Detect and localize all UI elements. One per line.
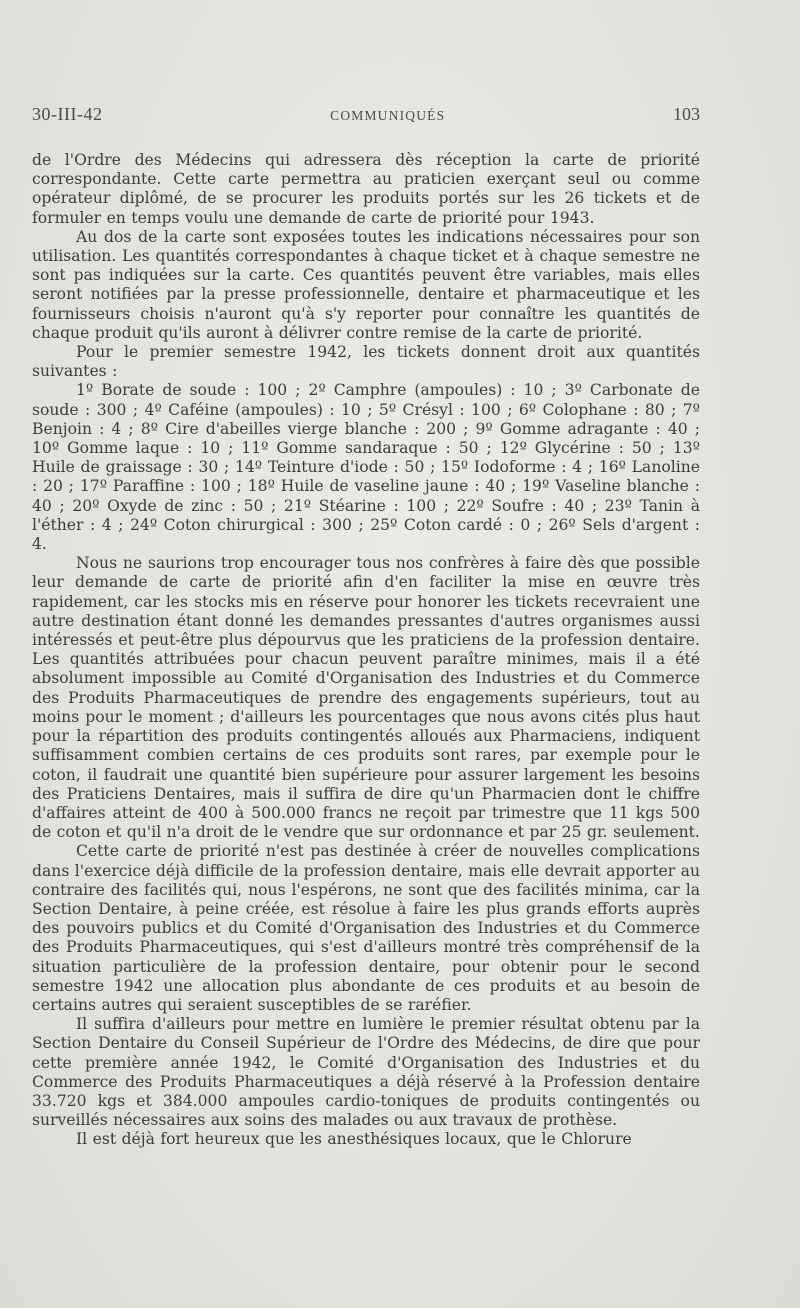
paragraph-first-semester: Pour le premier semestre 1942, les tickets donnent droit aux quantités suivantes :	[32, 343, 700, 381]
page-number: 103	[672, 104, 700, 124]
header-title: COMMUNIQUÉS	[330, 108, 446, 123]
paragraph-continuation: de l'Ordre des Médecins qui adressera dès réception la carte de priorité correspondante. Cette carte permettra au praticien exerçant seul ou comme opérateur diplômé, de se procurer les produits portés sur les 26 tickets et de formuler en temps voulu une demande de carte de priorité pour 1943.	[32, 151, 700, 227]
running-head	[32, 104, 700, 130]
paragraph-card-purpose: Cette carte de priorité n'est pas destinée à créer de nouvelles complications dans l'exercice déjà difficile de la profession dentaire, mais elle devrait apporter au contraire des facilités qui, nous l'espérons, ne sont que des facilités minima, car la Section Dentaire, à peine créée, est résolue à faire les plus grands efforts auprès des pouvoirs publics et du Comité d'Organisation des Industries et du Commerce des Produits Pharmaceutiques, qui s'est d'ailleurs montré très compréhensif de la situation particulière de la profession dentaire, pour obtenir pour le second semestre 1942 une allocation plus abondante de ces produits et au besoin de certains autres qui seraient susceptibles de se raréfier.	[32, 842, 700, 1014]
paragraph-first-result: Il suffira d'ailleurs pour mettre en lumière le premier résultat obtenu par la Section Dentaire du Conseil Supérieur de l'Ordre des Médecins, de dire que pour cette première année 1942, le Comité d'Organisation des Industries et du Commerce des Produits Pharmaceutiques a déjà réservé à la Profession dentaire 33.720 kgs et 384.000 ampoules cardio-toniques de produits contingentés ou surveillés nécessaires aux soins des malades ou aux travaux de prothèse.	[32, 1015, 700, 1130]
paragraph-product-list: 1º Borate de soude : 100 ; 2º Camphre (ampoules) : 10 ; 3º Carbonate de soude : 300 ; 4º Caféine (ampoules) : 10 ; 5º Crésyl : 100 ; 6º Colophane : 80 ; 7º Benjoin : 4 ; 8º Cire d'abeilles vierge blanche : 200 ; 9º Gomme adragante : 40 ; 10º Gomme laque : 10 ; 11º Gomme sandaraque : 50 ; 12º Glycérine : 50 ; 13º Huile de graissage : 30 ; 14º Teinture d'iode : 50 ; 15º Iodoforme : 4 ; 16º Lanoline : 20 ; 17º Paraffine : 100 ; 18º Huile de vaseline jaune : 40 ; 19º Vaseline blanche : 40 ; 20º Oxyde de zinc : 50 ; 21º Stéarine : 100 ; 22º Soufre : 40 ; 23º Tanin à l'éther : 4 ; 24º Coton chirurgical : 300 ; 25º Coton cardé : 0 ; 26º Sels d'argent : 4.	[32, 381, 700, 554]
paragraph-anesthetics: Il est déjà fort heureux que les anesthésiques locaux, que le Chlorure	[76, 1130, 632, 1149]
header-date: 30-III-42	[32, 104, 103, 124]
paragraph-card-usage: Au dos de la carte sont exposées toutes les indications nécessaires pour son utilisation. Les quantités correspondantes à chaque ticket et à chaque semestre ne sont pas indiquées sur la carte. Ces quantités peuvent être variables, mais elles seront notifiées par la presse professionnelle, dentaire et pharmaceutique et les fournisseurs choisis n'auront qu'à s'y reporter pour connaître les quantités de chaque produit qu'ils auront à délivrer contre remise de la carte de priorité.	[32, 227, 700, 342]
document-page	[32, 104, 700, 1150]
paragraph-encouragement: Nous ne saurions trop encourager tous nos confrères à faire dès que possible leur demande de carte de priorité afin d'en faciliter la mise en œuvre très rapidement, car les stocks mis en réserve pour honorer les tickets recevraient une autre destination étant donné les demandes pressantes d'autres organismes aussi intéressés et peut-être plus dépourvus que les praticiens de la profession dentaire. Les quantités attribuées pour chacun peuvent paraître minimes, mais il a été absolument impossible au Comité d'Organisation des Industries et du Commerce des Produits Pharmaceutiques de prendre des engagements supérieurs, tout au moins pour le moment ; d'ailleurs les pourcentages que nous avons cités plus haut pour la répartition des produits contingentés alloués aux Pharmaciens, indiquent suffisamment combien certains de ces produits sont rares, par exemple pour le coton, il faudrait une quantité bien supérieure pour assurer largement les besoins des Praticiens Dentaires, mais il suffira de dire qu'un Pharmacien dont le chiffre d'affaires atteint de 400 à 500.000 francs ne reçoit par trimestre que 11 kgs 500 de coton et qu'il n'a droit de le vendre que sur ordonnance et par 25 gr. seulement.	[32, 554, 700, 842]
body-text	[32, 151, 700, 1150]
